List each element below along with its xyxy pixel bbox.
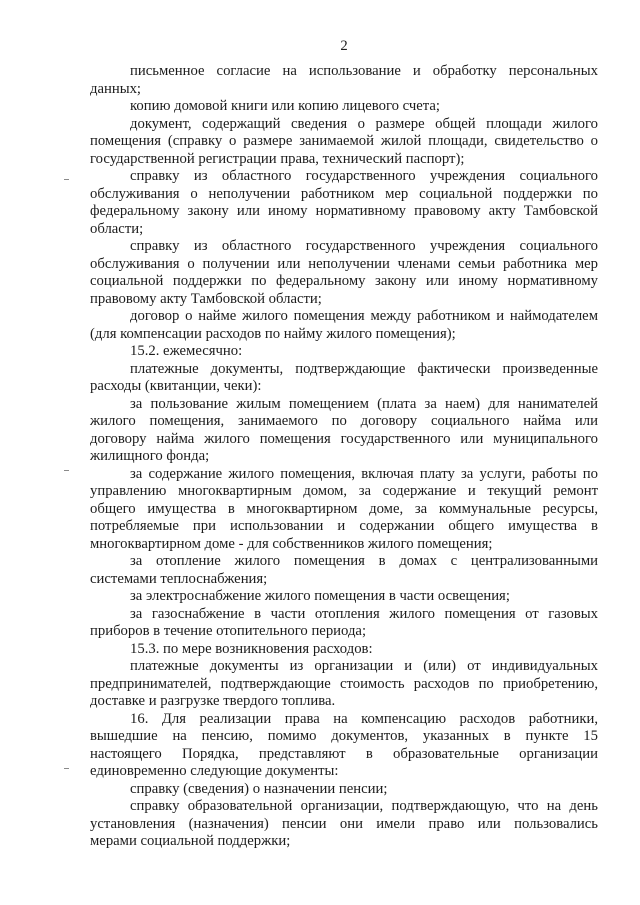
text-line: за содержание жилого помещения, включая плату за услуги, работы по xyxy=(130,465,598,482)
page-number: 2 xyxy=(340,38,348,54)
text-line: жилищного фонда; xyxy=(90,448,210,464)
paragraph xyxy=(90,116,598,169)
text-line: за пользование жилым помещением (плата за наем) для нанимателей xyxy=(130,395,598,412)
text-line: за отопление жилого помещения в домах с централизованными xyxy=(130,553,598,569)
text-line: справку из областного государственного учреждения социального xyxy=(130,168,598,184)
margin-mark xyxy=(64,179,69,180)
text-line: предпринимателей, подтверждающие стоимость расходов по приобретению, xyxy=(90,675,598,692)
text-line: платежные документы из организации и (или) от индивидуальных xyxy=(130,658,598,674)
text-line: жилого помещения, занимаемого по договору социального найма или xyxy=(90,413,598,429)
paragraph xyxy=(90,798,598,851)
text-line: системами теплоснабжения; xyxy=(90,570,268,587)
text-line: письменное согласие на использование и обработку персональных xyxy=(130,63,598,79)
text-line: расходы (квитанции, чеки): xyxy=(90,378,262,394)
text-line: правовому акту Тамбовской области; xyxy=(90,290,322,307)
text-line: (для компенсации расходов по найму жилого помещения); xyxy=(90,325,456,342)
text-line: договор о найме жилого помещения между работником и наймодателем xyxy=(130,308,598,324)
paragraph xyxy=(90,308,598,343)
text-line: договору найма жилого помещения государственного или муниципального xyxy=(90,430,598,447)
text-line: федеральному закону или иному нормативному правовому акту Тамбовской xyxy=(90,203,598,219)
paragraph xyxy=(90,361,598,396)
text-line: единовременно следующие документы: xyxy=(90,763,339,779)
text-line: мерами социальной поддержки; xyxy=(90,833,291,849)
text-line: 15.2. ежемесячно: xyxy=(130,343,243,359)
paragraph xyxy=(90,466,598,554)
paragraph xyxy=(90,168,598,238)
paragraph xyxy=(90,396,598,466)
margin-mark xyxy=(64,768,69,769)
text-line: копию домовой книги или копию лицевого счета; xyxy=(130,98,440,114)
paragraph xyxy=(90,238,598,308)
text-line: обслуживания о неполучении работником мер социальной поддержки по xyxy=(90,185,598,202)
paragraph xyxy=(90,343,598,361)
text-line: настоящего Порядка, представляют в образовательные организации xyxy=(90,745,598,762)
text-line: справку образовательной организации, подтверждающую, что на день xyxy=(130,798,598,814)
text-line: потребляемые при использовании и содержании общего имущества в xyxy=(90,518,598,534)
text-line: платежные документы, подтверждающие фактически произведенные xyxy=(130,360,598,377)
text-line: социальной поддержки по федеральному закону или иному нормативному xyxy=(90,273,598,289)
text-line: установления (назначения) пенсии они имели право или пользовались xyxy=(90,815,598,832)
text-line: приборов в течение отопительного периода; xyxy=(90,623,367,639)
document-body xyxy=(90,38,598,851)
paragraph xyxy=(90,658,598,711)
margin-mark xyxy=(64,470,69,471)
paragraph xyxy=(90,641,598,659)
text-line: за электроснабжение жилого помещения в части освещения; xyxy=(130,588,510,604)
text-line: вышедшие на пенсию, помимо документов, указанных в пункте 15 xyxy=(90,728,598,744)
text-line: области; xyxy=(90,220,144,237)
text-line: данных; xyxy=(90,80,142,97)
text-line: справку из областного государственного учреждения социального xyxy=(130,238,598,254)
text-line: управлению многоквартирным домом, за содержание и текущий ремонт xyxy=(90,483,598,499)
text-line: справку (сведения) о назначении пенсии; xyxy=(130,780,388,797)
paragraph xyxy=(90,553,598,588)
paragraph xyxy=(90,63,598,98)
paragraph xyxy=(90,98,598,116)
text-line: многоквартирном доме - для собственников жилого помещения; xyxy=(90,535,493,552)
text-line: 16. Для реализации права на компенсацию расходов работники, xyxy=(130,710,598,727)
text-line: за газоснабжение в части отопления жилого помещения от газовых xyxy=(130,605,598,622)
text-line: обслуживания о получении или неполучении членами семьи работника мер xyxy=(90,255,598,272)
text-line: документ, содержащий сведения о размере общей площади жилого xyxy=(130,115,598,132)
paragraph xyxy=(90,711,598,781)
paragraph xyxy=(90,781,598,799)
text-line: 15.3. по мере возникновения расходов: xyxy=(130,640,373,657)
text-line: общего имущества в многоквартирном доме, за коммунальные ресурсы, xyxy=(90,500,598,517)
paragraph xyxy=(90,606,598,641)
text-line: государственной регистрации права, технический паспорт); xyxy=(90,150,465,167)
text-line: помещения (справку о размере занимаемой жилой площади, свидетельство о xyxy=(90,133,598,149)
paragraph xyxy=(90,588,598,606)
text-line: доставке и разгрузке твердого топлива. xyxy=(90,693,336,709)
